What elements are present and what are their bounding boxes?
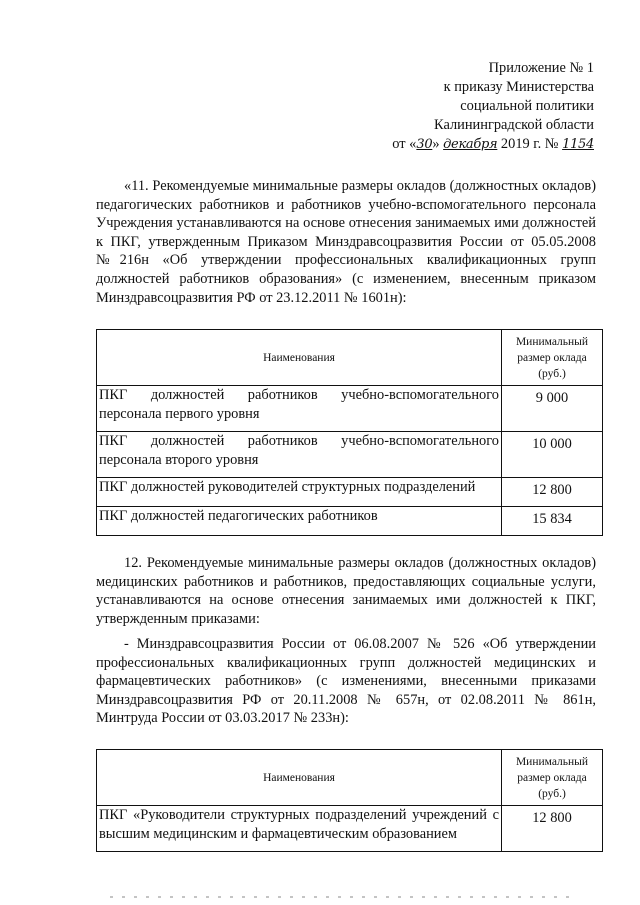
table-section-12 [96, 749, 603, 852]
order-date-line [392, 135, 594, 154]
handwritten-day: 30 [416, 137, 433, 152]
approval-header [392, 59, 594, 154]
row-name: ПКГ должностей педагогических работников [97, 507, 502, 536]
section-12-text: 12. Рекомендуемые минимальные размеры окладов (должностных окладов) медицинских работников и работников, предоставляющих социальные услуги, устанавливаются на основе отнесения занимаемых ими должностей к ПКГ, утвержденным приказами: [96, 555, 596, 627]
table-header-row [97, 750, 603, 806]
section-12-bullet: - Минздравсоцразвития России от 06.08.2007 № 526 «Об утверждении профессиональных квалификационных групп должностей медицинских и фармацевтических работников» (с изменениями, внесенными приказами Минздравсоцразвития РФ от 20.11.2008 № 657н, от 02.08.2011 № 861н, Минтруда России от 03.03.2017 № 233н): [96, 636, 596, 727]
region-label: Калининградской области [434, 117, 594, 133]
date-year: 2019 г. № [497, 136, 563, 152]
column-header-name: Наименования [97, 330, 502, 386]
row-value: 12 800 [502, 478, 603, 507]
column-header-value: Минимальный размер оклада (руб.) [502, 330, 603, 386]
appendix-label: Приложение № 1 [488, 60, 594, 76]
cut-off-text-line [110, 896, 570, 898]
row-value: 9 000 [502, 386, 603, 432]
table-row [97, 806, 603, 852]
row-name: ПКГ должностей руководителей структурных подразделений [97, 478, 502, 507]
table-row [97, 507, 603, 536]
table-row [97, 432, 603, 478]
row-value: 10 000 [502, 432, 603, 478]
handwritten-order-number: 1154 [562, 137, 594, 152]
row-name: ПКГ должностей работников учебно-вспомогательного персонала первого уровня [97, 386, 502, 432]
table-section-11 [96, 329, 603, 536]
column-header-name: Наименования [97, 750, 502, 806]
row-value: 15 834 [502, 507, 603, 536]
date-mid: » [432, 136, 444, 152]
table-row [97, 478, 603, 507]
row-name: ПКГ «Руководители структурных подразделений учреждений с высшим медицинским и фармацевтическим образованием [97, 806, 502, 852]
date-prefix: от « [392, 136, 417, 152]
row-name: ПКГ должностей работников учебно-вспомогательного персонала второго уровня [97, 432, 502, 478]
table-header-row [97, 330, 603, 386]
handwritten-month: декабря [443, 137, 498, 152]
column-header-value: Минимальный размер оклада (руб.) [502, 750, 603, 806]
ministry-label: социальной политики [460, 98, 594, 114]
order-label: к приказу Министерства [443, 79, 594, 95]
table-row [97, 386, 603, 432]
row-value: 12 800 [502, 806, 603, 852]
section-11-text: «11. Рекомендуемые минимальные размеры окладов (должностных окладов) педагогических работников и работников учебно-вспомогательного персонала Учреждения устанавливаются на основе отнесения занимаемых ими должностей к ПКГ, утвержденным Приказом Минздравсоцразвития России от 05.05.2008 №216н «Об утверждении профессиональных квалификационных групп должностей работников образования» (с изменением, внесенным приказом Минздравсоцразвития РФ от 23.12.2011 № 1601н): [96, 178, 596, 306]
